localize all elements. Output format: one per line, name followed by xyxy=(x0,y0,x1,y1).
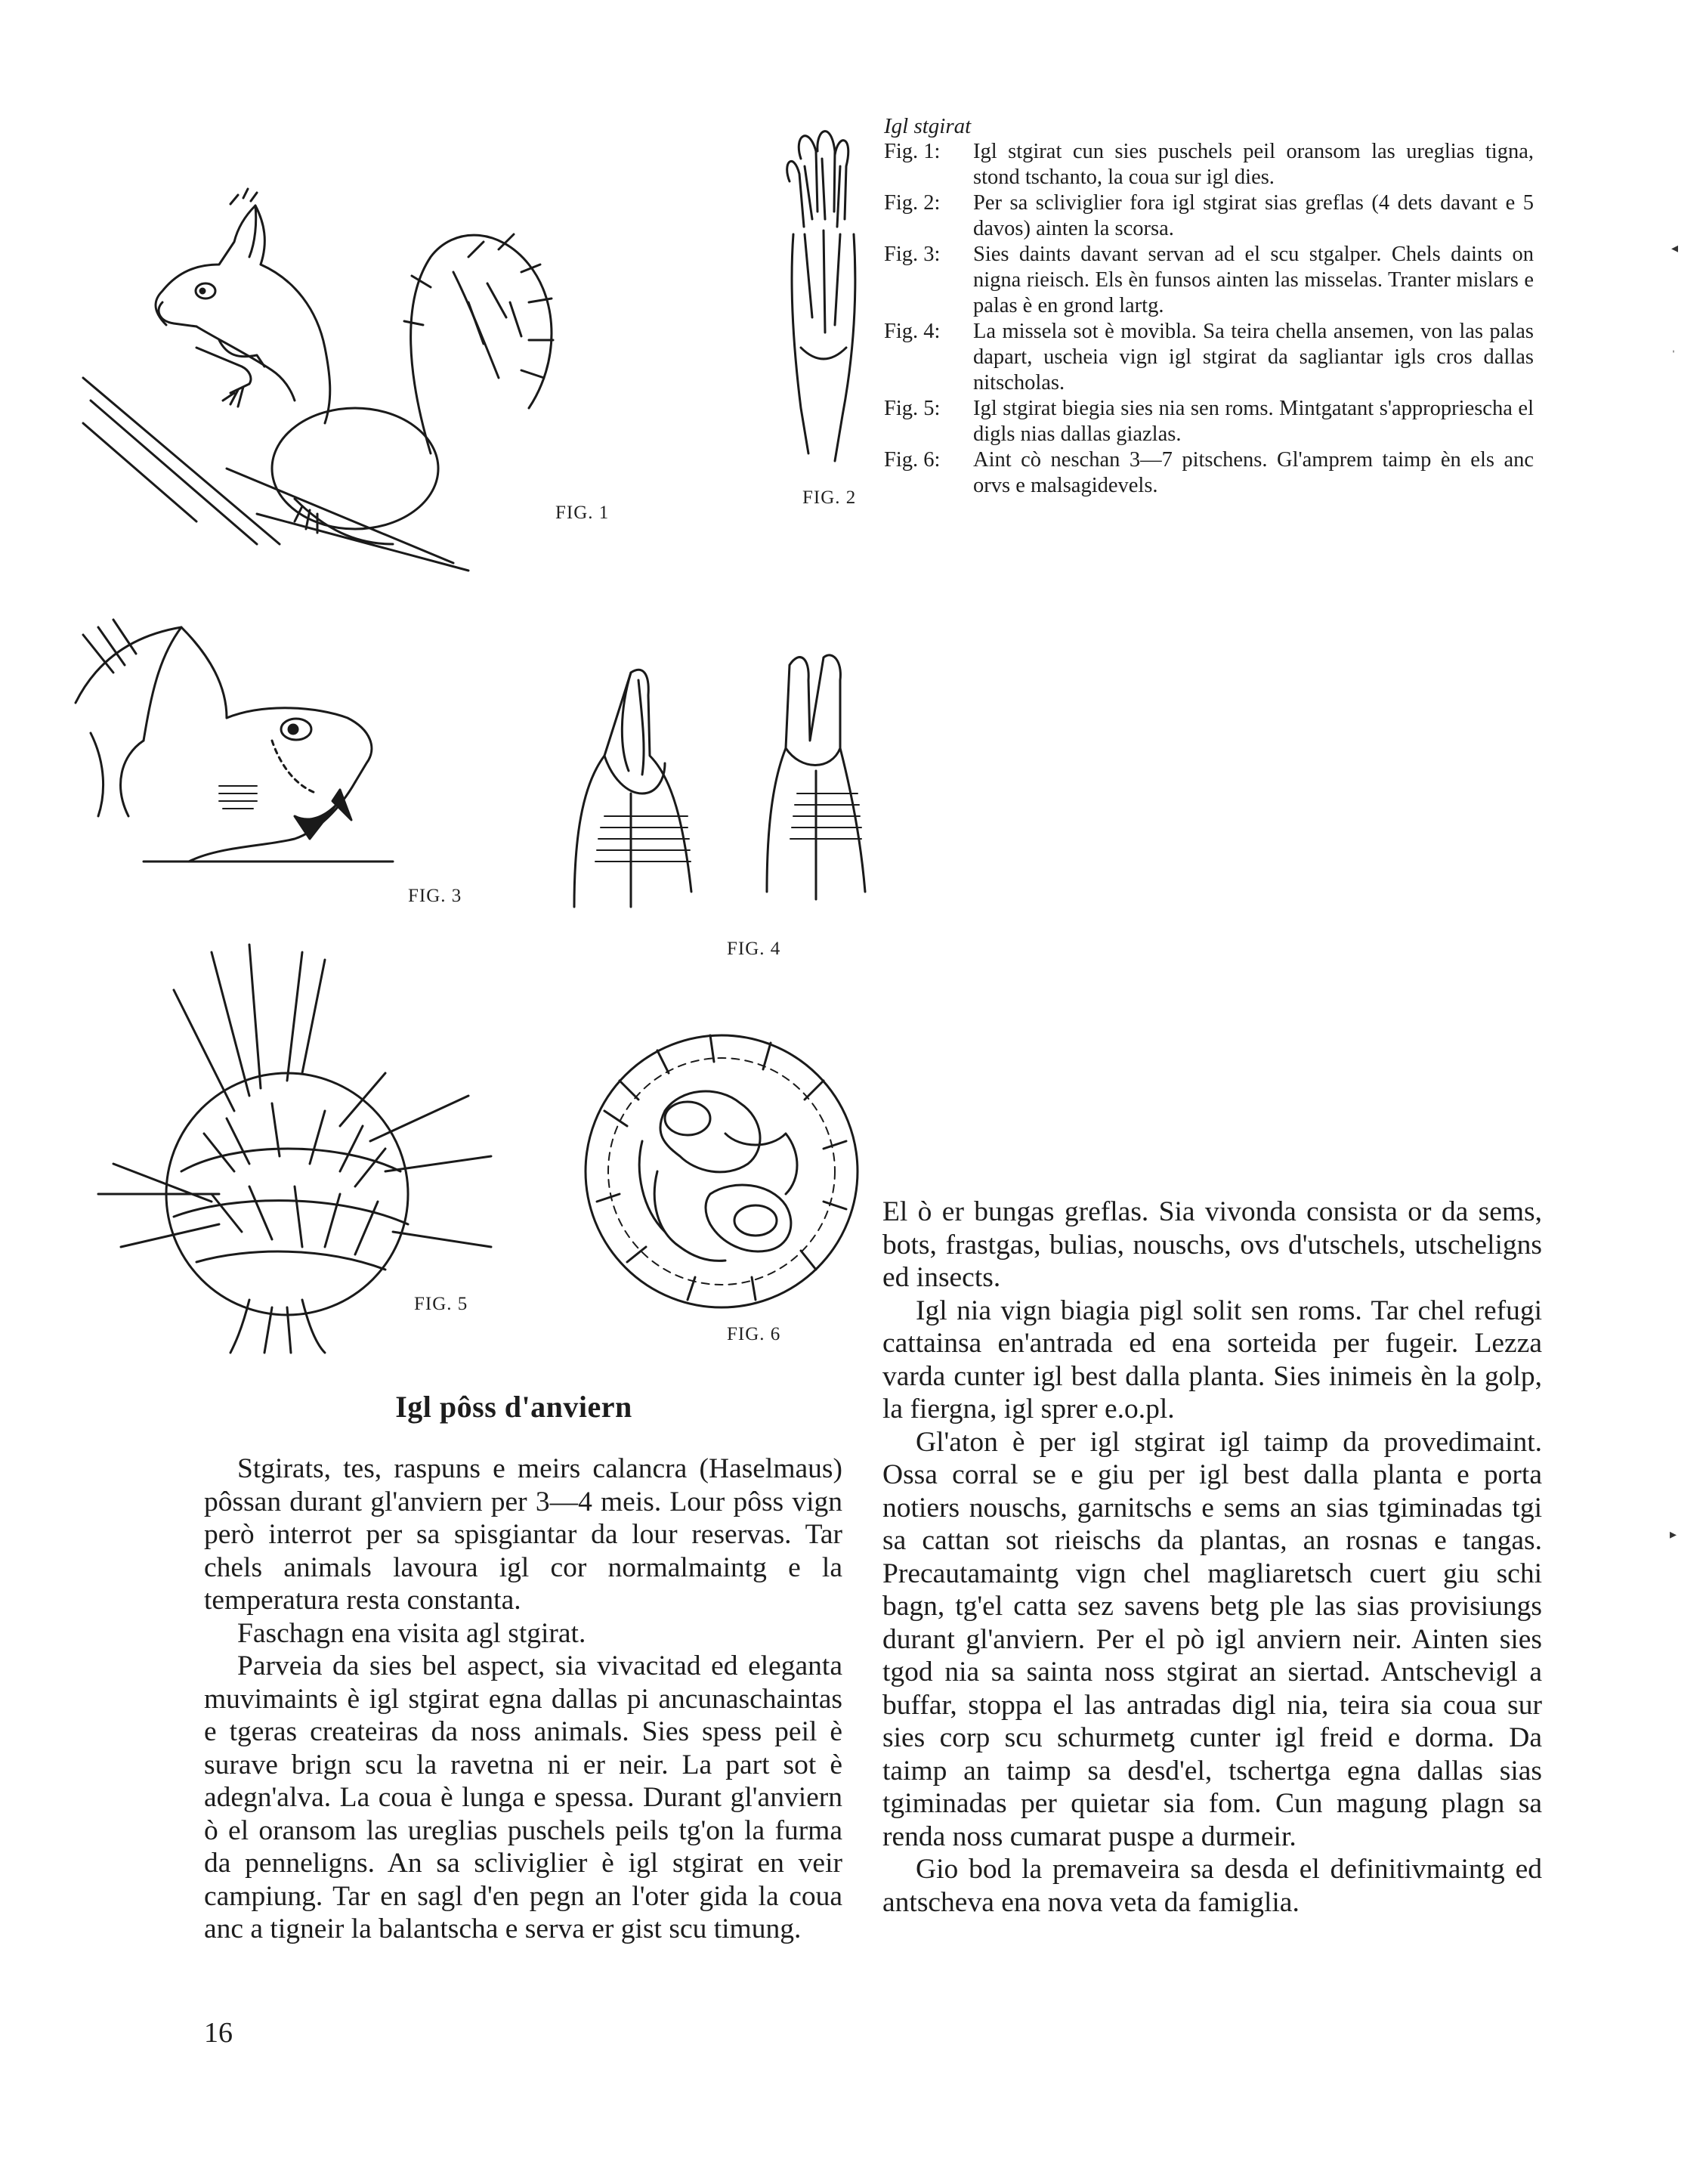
margin-mark: ◂ xyxy=(1671,240,1679,255)
caption-item xyxy=(884,447,1534,499)
fig5-nest-illustration xyxy=(98,945,499,1353)
paragraph: El ò er bungas greflas. Sia vivonda consista or da sems, bots, frastgas, bulias, nouschs, ovs d'utschels, utscheligns ed insects. xyxy=(882,1196,1542,1293)
caption-item-text: Sies daints davant servan ad el scu stgalper. Chels daints on nigna rieisch. Els èn funsos ainten las misselas. Tranter mislars e palas è en grond lartg. xyxy=(973,243,1534,317)
paragraph: Gio bod la premaveira sa desda el definitivmaintg ed antscheva ena nova veta da famiglia. xyxy=(882,1854,1542,1918)
fig3-head-illustration xyxy=(68,612,461,899)
figure-caption xyxy=(884,113,1534,499)
caption-item xyxy=(884,396,1534,447)
caption-item-text: Per sa scliviglier fora igl stgirat sias greflas (4 dets davant e 5 davos) ainten la scorsa. xyxy=(973,191,1534,240)
fig2-label: FIG. 2 xyxy=(802,487,857,508)
fig4-label: FIG. 4 xyxy=(727,939,781,959)
fig5-label: FIG. 5 xyxy=(414,1294,468,1314)
caption-item-text: La missela sot è movibla. Sa teira chella ansemen, von las palas dapart, uscheia vign igl stgirat da sagliantar igls cros dallas nitscholas. xyxy=(973,320,1534,394)
paragraph: Stgirats, tes, raspuns e meirs calancra (Haselmaus) pôssan durant gl'anviern per 3—4 meis. Lour pôss vign però interrot per sa spisgiantar da lour reservas. Tar chels animals lavoura igl cor normalmaintg e la temperatura resta constanta. xyxy=(204,1453,842,1616)
caption-item-label: Fig. 2: xyxy=(884,191,941,215)
caption-item xyxy=(884,190,1534,242)
left-column xyxy=(204,1452,842,1946)
paragraph: Faschagn ena visita agl stgirat. xyxy=(237,1617,586,1649)
fig6-nest-young-illustration xyxy=(574,1020,876,1322)
fig4-jaw-illustration xyxy=(559,650,899,914)
caption-title: Igl stgirat xyxy=(884,114,972,138)
margin-mark: ˈ xyxy=(1671,348,1676,363)
paragraph: Gl'aton è per igl stgirat igl taimp da provedimaint. Ossa corral se e giu per igl best dalla planta e porta notiers nouschs, garnitschs e sems an sias tgiminadas tgi sa cattan sot rieischs da plantas, an rosnas e tangas. Precautamaintg vign chel magliaretsch cuert giu schi bagn, tg'el catta sez savens betg ple las sias provisiungs durant gl'anviern. Per el pò igl anviern neir. Ainten sies tgod nia sa sainta noss stgirat an siertad. Antschevigl a buffar, stoppa el las antradas digl nia, teira sia coua sur sies corp scu schurmetg cunter igl freid e dorma. Da taimp an taimp sa desd'el, tschertga egna dallas sias tgiminadas per quietar sia fom. Cun magung plagn sa renda noss cumarat puspe a durmeir. xyxy=(882,1426,1542,1852)
caption-item-label: Fig. 1: xyxy=(884,140,941,163)
page-number: 16 xyxy=(204,2017,233,2049)
caption-item xyxy=(884,139,1534,190)
margin-mark: ▸ xyxy=(1670,1527,1677,1542)
caption-item-text: Igl stgirat cun sies puschels peil oransom las ureglias tigna, stond tschanto, la coua sur igl dies. xyxy=(973,140,1534,189)
right-column xyxy=(882,1196,1542,1919)
caption-item xyxy=(884,242,1534,319)
caption-item-label: Fig. 5: xyxy=(884,397,941,420)
caption-item-label: Fig. 6: xyxy=(884,448,941,472)
paragraph: Parveia da sies bel aspect, sia vivacitad ed eleganta muvimaints è igl stgirat egna dallas pi ancunaschaintas e tgeras createiras da noss animals. Sies spess peil è surave brign scu la ravetna ni er neir. La part sot è adegn'alva. La coua è lunga e spessa. Durant gl'anviern ò el oransom las ureglias puschels peils tg'on la furma da penneligns. An sa scliviglier è igl stgirat en veir campiung. Tar en sagl d'en pegn an l'oter gida la coua anc a tigneir la balantscha e serva er gist scu timung. xyxy=(204,1650,842,1944)
fig1-squirrel-illustration xyxy=(76,151,635,574)
caption-item-label: Fig. 4: xyxy=(884,320,941,343)
caption-item-text: Igl stgirat biegia sies nia sen roms. Mintgatant s'appropriescha el digls nias dallas giazlas. xyxy=(973,397,1534,446)
fig2-paw-illustration xyxy=(771,121,876,469)
caption-item xyxy=(884,319,1534,396)
fig6-label: FIG. 6 xyxy=(727,1324,781,1344)
caption-item-text: Aint cò neschan 3—7 pitschens. Gl'amprem taimp èn els anc orvs e malsagidevels. xyxy=(973,448,1534,497)
section-heading: Igl pôss d'anviern xyxy=(395,1390,632,1424)
fig3-label: FIG. 3 xyxy=(408,886,462,906)
fig1-label: FIG. 1 xyxy=(555,503,610,523)
caption-item-label: Fig. 3: xyxy=(884,243,941,266)
paragraph: Igl nia vign biagia pigl solit sen roms. Tar chel refugi cattainsa en'antrada ed ena sorteida per fugeir. Lezza varda cunter igl best dalla planta. Sies inimeis èn la golp, la fiergna, igl sprer e.o.pl. xyxy=(882,1295,1542,1425)
